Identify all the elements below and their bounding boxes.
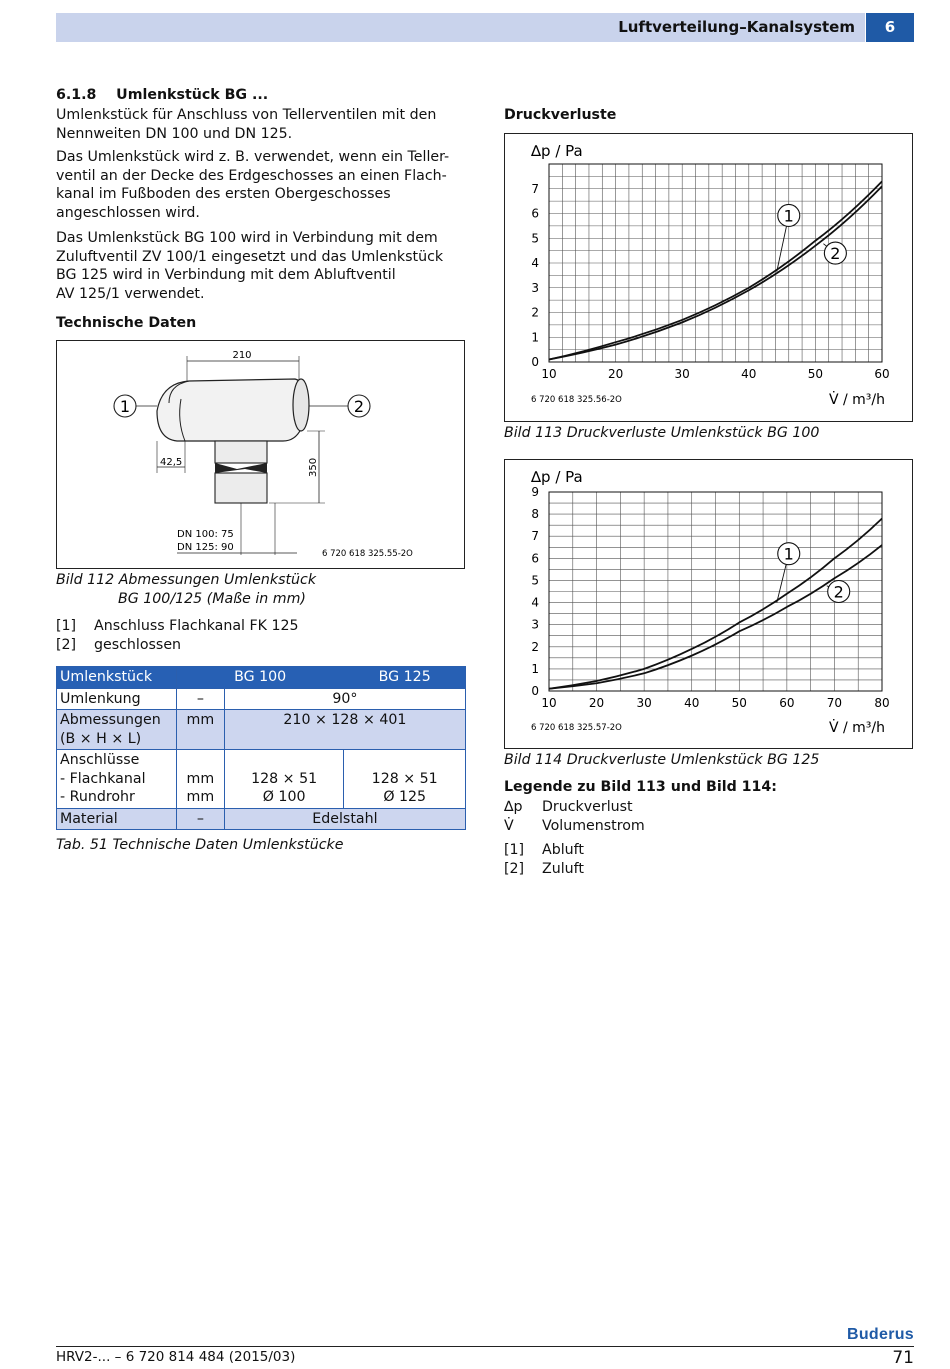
x-tick-label: 50 <box>807 367 824 381</box>
legend-heading: Legende zu Bild 113 und Bild 114: <box>504 779 777 795</box>
y-tick-label: 7 <box>531 181 539 196</box>
table-cell: Umlenkung <box>57 688 177 710</box>
y-tick-label: 3 <box>531 280 539 295</box>
series-label: 1 <box>783 544 794 564</box>
section-title: Umlenkstück BG ... <box>116 87 269 103</box>
table-cell: 128 × 51 Ø 125 <box>344 750 466 809</box>
legend-item: [2] Zuluft <box>504 861 584 877</box>
x-tick-label: 60 <box>779 696 795 710</box>
figure-code: 6 720 618 325.56-2O <box>531 395 622 405</box>
chart-114 <box>504 459 913 749</box>
table-cell: mm <box>176 710 224 750</box>
legend-item: V̇ Volumenstrom <box>504 818 645 834</box>
caption-114: Bild 114 Druckverluste Umlenkstück BG 125 <box>504 752 820 768</box>
brand-logo: Buderus <box>847 1326 914 1343</box>
x-tick-label: 60 <box>874 367 890 381</box>
dim-offset: 42,5 <box>160 457 183 468</box>
text-line: ventil an der Decke des Erdgeschosses an einen Flach- <box>56 167 447 184</box>
y-tick-label: 6 <box>531 206 539 221</box>
x-tick-label: 30 <box>674 367 690 381</box>
table-cell: BG 100 <box>176 667 343 689</box>
text-line: Umlenkstück für Anschluss von Tellerventilen mit den <box>56 107 437 123</box>
y-tick-label: 9 <box>531 485 539 499</box>
y-tick-label: 5 <box>531 231 539 246</box>
chapter-number: 6 <box>866 13 914 42</box>
table-cell: mm mm <box>176 750 224 809</box>
y-tick-label: 6 <box>531 551 539 566</box>
y-tick-label: 3 <box>531 617 539 632</box>
chart-113 <box>504 133 913 422</box>
y-tick-label: 1 <box>531 330 539 345</box>
series-line-1 <box>549 181 882 359</box>
chart-114-svg <box>505 460 912 748</box>
y-tick-label: 1 <box>531 661 539 676</box>
section-number: 6.1.8 <box>56 87 97 103</box>
x-tick-label: 20 <box>607 367 624 381</box>
callout-1: 1 <box>119 397 131 416</box>
table-cell: BG 125 <box>344 667 466 689</box>
text-line: Das Umlenkstück BG 100 wird in Verbindung mit dem <box>56 230 438 246</box>
dim-height: 350 <box>308 457 319 477</box>
text-line: Nennweiten DN 100 und DN 125. <box>56 125 293 142</box>
tech-data-table <box>56 666 466 830</box>
y-axis-label: ∆p / Pa <box>531 142 583 160</box>
table-row <box>57 710 466 750</box>
y-tick-label: 2 <box>531 639 539 654</box>
legend-symbols <box>504 798 645 836</box>
table-cell: 210 × 128 × 401 <box>224 710 465 750</box>
y-tick-label: 7 <box>531 529 539 544</box>
y-tick-label: 4 <box>531 595 539 610</box>
table-cell: 90° <box>224 688 465 710</box>
table-cell: – <box>176 688 224 710</box>
y-axis-label: ∆p / Pa <box>531 468 583 486</box>
x-tick-label: 10 <box>541 367 557 381</box>
page-number: 71 <box>892 1348 914 1368</box>
x-tick-label: 10 <box>541 696 557 710</box>
x-tick-label: 30 <box>636 696 652 710</box>
caption-113: Bild 113 Druckverluste Umlenkstück BG 100 <box>504 425 820 441</box>
table-row <box>57 808 466 830</box>
table-header-row <box>57 667 466 689</box>
series-label: 2 <box>830 244 841 264</box>
callout-2: 2 <box>353 397 365 416</box>
legend-item: [1] Abluft <box>504 842 584 858</box>
x-tick-label: 40 <box>741 367 757 381</box>
table-cell: Anschlüsse - Flachkanal - Rundrohr <box>57 750 177 809</box>
x-tick-label: 70 <box>826 696 843 710</box>
x-axis-label: V̇ / m³/h <box>828 720 885 736</box>
y-tick-label: 2 <box>531 305 539 320</box>
table-cell: Material <box>57 808 177 830</box>
paragraph-2 <box>56 148 449 222</box>
x-tick-label: 50 <box>731 696 747 710</box>
text-line: AV 125/1 verwendet. <box>56 285 205 302</box>
y-tick-label: 0 <box>531 355 539 369</box>
table-caption: Tab. 51 Technische Daten Umlenkstücke <box>56 837 344 853</box>
y-tick-label: 0 <box>531 684 539 698</box>
dim-dn100: DN 100: 75 <box>177 529 234 540</box>
chapter-title: Luftverteilung–Kanalsystem <box>618 18 855 36</box>
x-axis-label: V̇ / m³/h <box>828 392 885 408</box>
x-tick-label: 40 <box>684 696 700 710</box>
paragraph-3 <box>56 229 443 303</box>
y-tick-label: 4 <box>531 256 539 270</box>
legend-item: [2] geschlossen <box>56 637 182 653</box>
table-row <box>57 688 466 710</box>
table-cell: – <box>176 808 224 830</box>
legend-112 <box>56 617 299 655</box>
bend-drawing <box>57 341 464 568</box>
series-label: 1 <box>783 206 794 226</box>
text-line: Zuluftventil ZV 100/1 eingesetzt und das Umlenkstück <box>56 248 444 265</box>
caption-112 <box>56 571 316 609</box>
legend-item: [1] Anschluss Flachkanal FK 125 <box>56 618 299 634</box>
series-line-2 <box>549 186 882 359</box>
series-label: 2 <box>833 582 844 602</box>
text-line: kanal im Fußboden des ersten Obergeschosses <box>56 186 391 202</box>
figure-112 <box>56 340 465 569</box>
text-line: BG 125 wird in Verbindung mit dem Abluftventil <box>56 267 396 283</box>
figure-code: 6 720 618 325.55-2O <box>322 549 413 559</box>
caption-line: BG 100/125 (Maße in mm) <box>118 591 306 607</box>
footer-rule <box>56 1346 914 1347</box>
pressure-loss-heading: Druckverluste <box>504 107 617 123</box>
figure-code: 6 720 618 325.57-2O <box>531 723 622 733</box>
tech-data-heading: Technische Daten <box>56 315 197 331</box>
y-tick-label: 8 <box>531 507 539 522</box>
y-tick-label: 5 <box>531 573 539 588</box>
table-cell: 128 × 51 Ø 100 <box>224 750 344 809</box>
legend-numbers <box>504 841 584 879</box>
chart-113-svg <box>505 134 912 421</box>
table-cell: Abmessungen (B × H × L) <box>57 710 177 750</box>
dim-width: 210 <box>232 350 252 361</box>
legend-item: ∆p Druckverlust <box>504 799 633 815</box>
text-line: Das Umlenkstück wird z. B. verwendet, wenn ein Teller- <box>56 149 450 165</box>
text-line: angeschlossen wird. <box>56 204 200 221</box>
section-heading <box>56 86 268 105</box>
dim-dn125: DN 125: 90 <box>177 542 234 553</box>
table-cell: Umlenkstück <box>57 667 177 689</box>
table-row <box>57 750 466 809</box>
paragraph-1 <box>56 106 436 143</box>
caption-line: Bild 112 Abmessungen Umlenkstück <box>56 572 317 588</box>
table-cell: Edelstahl <box>224 808 465 830</box>
footer-docref: HRV2-... – 6 720 814 484 (2015/03) <box>56 1349 296 1365</box>
x-tick-label: 80 <box>874 696 890 710</box>
x-tick-label: 20 <box>588 696 605 710</box>
